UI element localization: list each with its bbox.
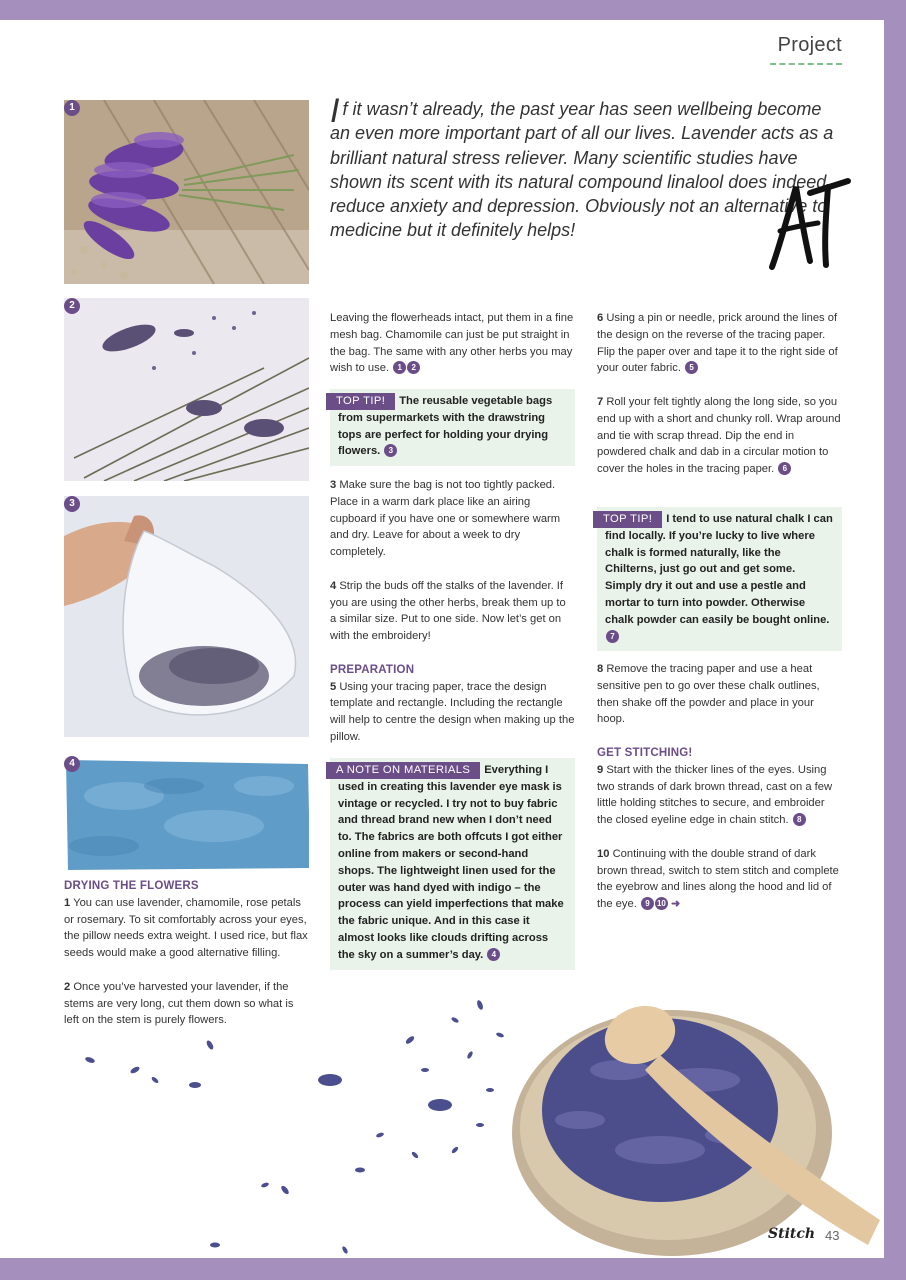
photo-ref-badge: 1 <box>393 361 406 374</box>
middle-column-steps <box>330 477 575 763</box>
step-number: 4 <box>330 579 337 592</box>
step-text: Once you’ve harvested your lavender, if the stems are very long, cut them down so what is left on the stem is purely flowers. <box>64 980 294 1027</box>
photo-ref-badge: 2 <box>407 361 420 374</box>
step-text: Roll your felt tightly along the long side, so you end up with a short and chunky roll. Wrap around and tie with scrap thread. Dip the end in powdered chalk and dab in a circular motion to cover the holes in the tracing paper. <box>597 395 841 476</box>
photo-ref-badge: 5 <box>685 361 698 374</box>
step-text: Using a pin or needle, prick around the lines of the design on the reverse of the tracing paper. Flip the paper over and tape it to the right side of your outer fabric. <box>597 312 838 375</box>
photo-number-badge: 2 <box>64 298 80 314</box>
top-tip-box-chalk <box>597 507 842 651</box>
step-7 <box>597 394 842 478</box>
stitching-heading: GET STITCHING! <box>597 746 693 759</box>
drying-heading: DRYING THE FLOWERS <box>64 880 199 892</box>
photo-ref-badge: 3 <box>384 444 397 457</box>
step-1 <box>64 895 309 962</box>
tip-tag: TOP TIP! <box>593 511 662 528</box>
step-text: Using your tracing paper, trace the design template and rectangle. Including the rectangle will help to centre the design when making up the pillow. <box>330 680 575 743</box>
step-4 <box>330 578 575 645</box>
continue-arrow-icon: ➜ <box>671 898 681 911</box>
photo-ref-badge: 9 <box>641 897 654 910</box>
photo-ref-badge: 4 <box>487 948 500 961</box>
step-text: Continuing with the double strand of dark brown thread, switch to stem stitch and complete the eyebrow and lines along the hood and lid of the eye. <box>597 847 839 911</box>
step-number: 8 <box>597 663 604 675</box>
photo-ref-badge: 7 <box>606 630 619 643</box>
step-text: Start with the thicker lines of the eyes. Using two strands of dark brown thread, cast on a few little holding stitches to secure, and embroider the closed eyeline edge in chain stitch. <box>597 763 833 827</box>
step-8 <box>597 661 842 728</box>
intro-step <box>330 310 575 377</box>
note-text: Everything I used in creating this lavender eye mask is vintage or recycled. I try not to buy fabric and thread brand new when I don’t need to. The fabrics are both offcuts I got either online from makers or second-hand shops. The lightweight linen used for the outer was hand dyed with indigo – the process can yield imperfections that make the fabric unique. And in this case it almost looks like clouds drifting across the sky on a summer’s day. <box>338 764 564 961</box>
photo-ref-badge: 8 <box>793 813 806 826</box>
tip-text: The reusable vegetable bags from supermarkets with the drawstring tops are perfect for holding your drying flowers. <box>338 395 553 458</box>
step-9 <box>597 762 842 829</box>
step-text: Strip the buds off the stalks of the lavender. If you are using the other herbs, break them up to a similar size. Put to one side. Now let’s get on with the embroidery! <box>330 579 566 643</box>
step-3 <box>330 477 575 561</box>
right-column <box>597 310 842 495</box>
magazine-page <box>0 20 884 1258</box>
step-text: Remove the tracing paper and use a heat sensitive pen to go over these chalk outlines, then shake off the powder and place in your hoop. <box>597 663 820 726</box>
step-text: Leaving the flowerheads intact, put them in a fine mesh bag. Chamomile can just be put straight in the bag. The same with any other herbs you may wish to use. <box>330 312 574 375</box>
step-number: 3 <box>330 479 337 491</box>
photo-lavender-bunch <box>64 100 309 284</box>
materials-note-box <box>330 758 575 970</box>
step-number: 9 <box>597 763 604 776</box>
step-5 <box>330 679 575 746</box>
note-tag: A NOTE ON MATERIALS <box>326 762 480 779</box>
step-number: 10 <box>597 847 610 860</box>
intro-dropcap: I <box>330 92 340 130</box>
step-10 <box>597 846 842 913</box>
preparation-heading: PREPARATION <box>330 663 415 676</box>
author-signature <box>766 175 852 275</box>
step-text: You can use lavender, chamomile, rose petals or rosemary. To sit comfortably across your eyes, the pillow needs extra weight. I used rice, but flax seeds would make a good alternative filling. <box>64 896 308 960</box>
photo-lavender-stems <box>64 298 309 481</box>
magazine-brand: Stitch <box>768 1226 816 1242</box>
step-number: 6 <box>597 312 604 324</box>
top-tip-box <box>330 389 575 466</box>
header-rule <box>770 63 842 65</box>
lavender-bowl-image <box>60 960 884 1258</box>
step-number: 5 <box>330 680 337 693</box>
right-column-steps <box>597 661 842 930</box>
tip-text: I tend to use natural chalk I can find locally. If you’re lucky to live where chalk is formed naturally, like the Chilterns, just go out and get some. Simply dry it out and use a pestle and mortar to turn into powder. Otherwise chalk powder can easily be bought online. <box>605 513 833 626</box>
photo-indigo-pillow <box>64 756 309 876</box>
step-number: 2 <box>64 980 71 993</box>
section-label: Project <box>777 34 842 56</box>
photo-ref-badge: 6 <box>778 462 791 475</box>
photo-number-badge: 1 <box>64 100 80 116</box>
tip-tag: TOP TIP! <box>326 393 395 410</box>
photo-number-badge: 4 <box>64 756 80 772</box>
step-text: Make sure the bag is not too tightly packed. Place in a warm dark place like an airing cupboard if you have one or somewhere warm and dry. Leave for about a week to dry completely. <box>330 479 561 559</box>
photo-ref-badge: 10 <box>655 897 668 910</box>
photo-mesh-bag <box>64 496 309 737</box>
intro-text: f it wasn’t already, the past year has seen wellbeing become an even more important part of all our lives. Lavender acts as a brilliant natural stress reliever. Many scientific studies have shown its scent with its natural compound linalool does indeed reduce anxiety and depression. Obviously not an alternative to medicine but it definitely helps! <box>330 99 834 241</box>
step-number: 1 <box>64 896 71 909</box>
step-number: 7 <box>597 395 604 408</box>
step-6 <box>597 310 842 377</box>
page-number: 43 <box>825 1228 840 1243</box>
middle-column <box>330 310 575 394</box>
photo-number-badge: 3 <box>64 496 80 512</box>
